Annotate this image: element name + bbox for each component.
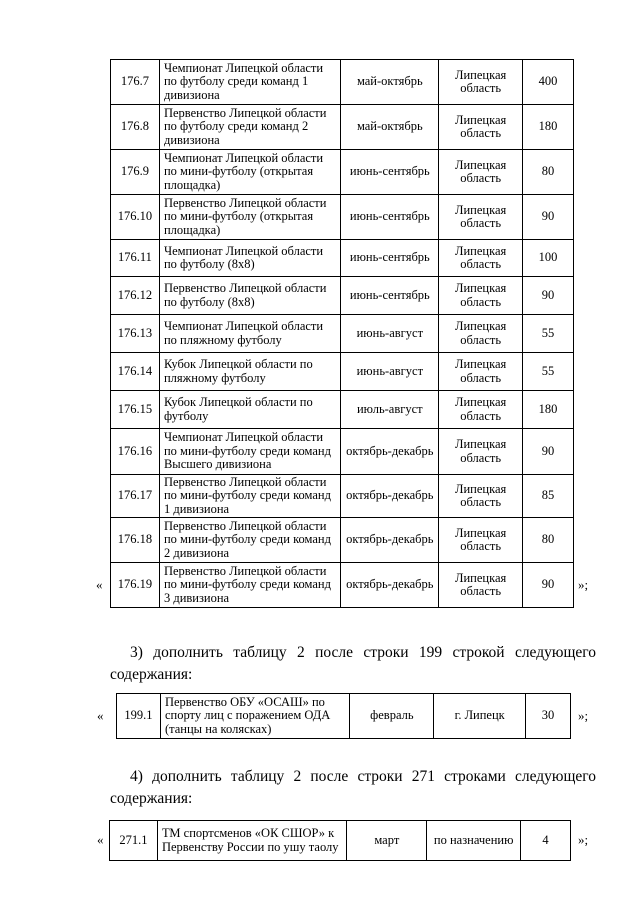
row-number: 176.16: [111, 429, 160, 475]
event-place: Липецкая область: [439, 315, 523, 353]
row-number: 176.7: [111, 60, 160, 105]
event-place: Липецкая область: [439, 277, 523, 315]
main-table-body: [111, 60, 574, 608]
table-row: [111, 277, 574, 315]
event-place: Липецкая область: [439, 391, 523, 429]
event-name: Первенство Липецкой области по мини-футболу среди команд 3 дивизиона: [159, 563, 340, 608]
event-period: июль-август: [341, 391, 439, 429]
event-period: октябрь-декабрь: [341, 563, 439, 608]
event-place: Липецкая область: [439, 475, 523, 518]
row-number: 176.14: [111, 353, 160, 391]
event-period: октябрь-декабрь: [341, 429, 439, 475]
close-quote-mark: »;: [578, 708, 589, 723]
event-place: Липецкая область: [439, 195, 523, 240]
participant-count: 180: [523, 391, 574, 429]
row-number: 176.15: [111, 391, 160, 429]
close-quote-mark: »;: [578, 832, 589, 847]
event-name: Первенство Липецкой области по футболу (8х8): [159, 277, 340, 315]
event-period: июнь-сентябрь: [341, 277, 439, 315]
event-place: Липецкая область: [439, 105, 523, 150]
participant-count: 90: [523, 195, 574, 240]
event-place: Липецкая область: [439, 240, 523, 277]
row-number: 176.13: [111, 315, 160, 353]
event-name: Первенство Липецкой области по мини-футболу среди команд 1 дивизиона: [159, 475, 340, 518]
participant-count: 90: [523, 563, 574, 608]
paragraph-item-3: 3) дополнить таблицу 2 после строки 199 строкой следующего содержания:: [110, 644, 596, 683]
event-period: март: [347, 821, 427, 861]
open-quote-mark: «: [97, 708, 104, 723]
participant-count: 80: [523, 150, 574, 195]
event-period: июнь-август: [341, 353, 439, 391]
participant-count: 55: [523, 315, 574, 353]
event-place: Липецкая область: [439, 150, 523, 195]
participant-count: 100: [523, 240, 574, 277]
row-number: 176.8: [111, 105, 160, 150]
event-period: июнь-сентябрь: [341, 195, 439, 240]
participant-count: 55: [523, 353, 574, 391]
participant-count: 90: [523, 277, 574, 315]
event-place: Липецкая область: [439, 353, 523, 391]
participant-count: 80: [523, 518, 574, 563]
event-name: Чемпионат Липецкой области по футболу (8х8): [159, 240, 340, 277]
row-number: 176.11: [111, 240, 160, 277]
event-name: Первенство ОБУ «ОСАШ» по спорту лиц с поражением ОДА (танцы на колясках): [160, 694, 349, 739]
participant-count: 85: [523, 475, 574, 518]
event-period: октябрь-декабрь: [341, 518, 439, 563]
event-period: май-октябрь: [341, 60, 439, 105]
event-name: Чемпионат Липецкой области по футболу среди команд 1 дивизиона: [159, 60, 340, 105]
row-number: 176.10: [111, 195, 160, 240]
table-row: [110, 821, 571, 861]
row-number: 176.18: [111, 518, 160, 563]
event-place: Липецкая область: [439, 563, 523, 608]
event-name: ТМ спортсменов «ОК СШОР» к Первенству России по ушу таолу: [157, 821, 347, 861]
table-row: [111, 195, 574, 240]
participant-count: 4: [521, 821, 571, 861]
participant-count: 30: [526, 694, 571, 739]
paragraph-item-4: 4) дополнить таблицу 2 после строки 271 строками следующего содержания:: [110, 768, 596, 807]
row-number: 176.19: [111, 563, 160, 608]
participant-count: 400: [523, 60, 574, 105]
row-number: 176.12: [111, 277, 160, 315]
main-table: [110, 59, 574, 608]
event-place: Липецкая область: [439, 60, 523, 105]
event-place: г. Липецк: [434, 694, 526, 739]
row-number: 176.17: [111, 475, 160, 518]
event-place: по назначению: [427, 821, 521, 861]
event-period: февраль: [350, 694, 434, 739]
event-period: июнь-сентябрь: [341, 150, 439, 195]
row-number: 271.1: [110, 821, 158, 861]
event-place: Липецкая область: [439, 429, 523, 475]
table-row: [111, 391, 574, 429]
table-row: [111, 353, 574, 391]
event-name: Первенство Липецкой области по мини-футболу (открытая площадка): [159, 195, 340, 240]
event-name: Чемпионат Липецкой области по мини-футболу (открытая площадка): [159, 150, 340, 195]
close-quote-mark: »;: [578, 577, 589, 592]
event-name: Чемпионат Липецкой области по пляжному футболу: [159, 315, 340, 353]
event-name: Первенство Липецкой области по футболу среди команд 2 дивизиона: [159, 105, 340, 150]
table-row: [117, 694, 571, 739]
row-number: 176.9: [111, 150, 160, 195]
table-row: [111, 518, 574, 563]
table-row: [111, 105, 574, 150]
event-place: Липецкая область: [439, 518, 523, 563]
event-name: Чемпионат Липецкой области по мини-футболу среди команд Высшего дивизиона: [159, 429, 340, 475]
participant-count: 90: [523, 429, 574, 475]
event-name: Кубок Липецкой области по футболу: [159, 391, 340, 429]
table-3-insert: [109, 820, 571, 861]
table-row: [111, 150, 574, 195]
event-name: Кубок Липецкой области по пляжному футболу: [159, 353, 340, 391]
open-quote-mark: «: [96, 577, 103, 592]
table-row: [111, 315, 574, 353]
event-name: Первенство Липецкой области по мини-футболу среди команд 2 дивизиона: [159, 518, 340, 563]
participant-count: 180: [523, 105, 574, 150]
row-number: 199.1: [117, 694, 161, 739]
table-row: [111, 60, 574, 105]
table-row: [111, 429, 574, 475]
event-period: июнь-сентябрь: [341, 240, 439, 277]
table-2-insert: [116, 693, 571, 739]
event-period: октябрь-декабрь: [341, 475, 439, 518]
table-row: [111, 563, 574, 608]
event-period: май-октябрь: [341, 105, 439, 150]
table-row: [111, 240, 574, 277]
event-period: июнь-август: [341, 315, 439, 353]
open-quote-mark: «: [97, 832, 104, 847]
table-row: [111, 475, 574, 518]
